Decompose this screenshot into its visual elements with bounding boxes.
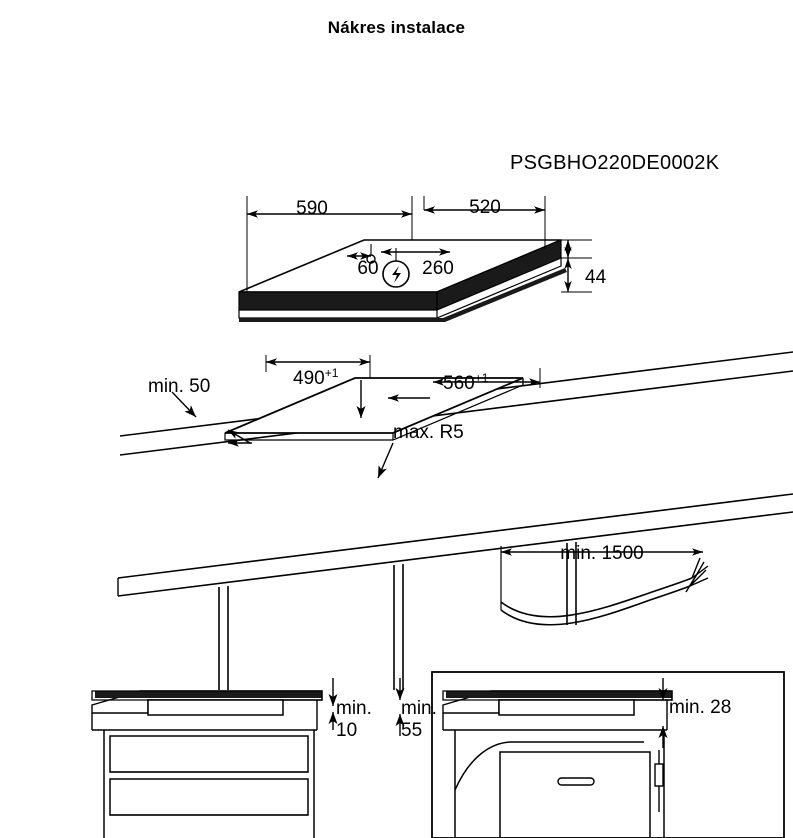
dim-min-1500: min. 1500	[560, 543, 644, 564]
dim-260: 260	[422, 258, 454, 279]
dim-60: 60	[357, 258, 379, 279]
dim-560: $560^{+1}$	[443, 371, 489, 394]
dim-590: 590	[296, 198, 328, 219]
dim-490: $490^{+1}$	[293, 366, 339, 389]
dim-520: 520	[469, 197, 501, 218]
page-title: Nákres instalace	[327, 18, 466, 37]
dim-44: 44	[585, 267, 607, 288]
worktop-cutout-view	[118, 352, 793, 690]
dim-max-r5: max. R5	[393, 422, 464, 443]
hob-top-view	[239, 196, 592, 322]
dim-min-55-line1: min.	[401, 698, 437, 719]
dim-min-28: min. 28	[669, 697, 732, 718]
dim-min-10-line1: min.	[336, 698, 372, 719]
dim-min-50: min. 50	[148, 376, 211, 397]
model-code: PSGBHO220DE0002K	[510, 152, 720, 174]
dim-min-10-line2: 10	[336, 720, 358, 741]
dim-min-55-line2: 55	[401, 720, 423, 741]
